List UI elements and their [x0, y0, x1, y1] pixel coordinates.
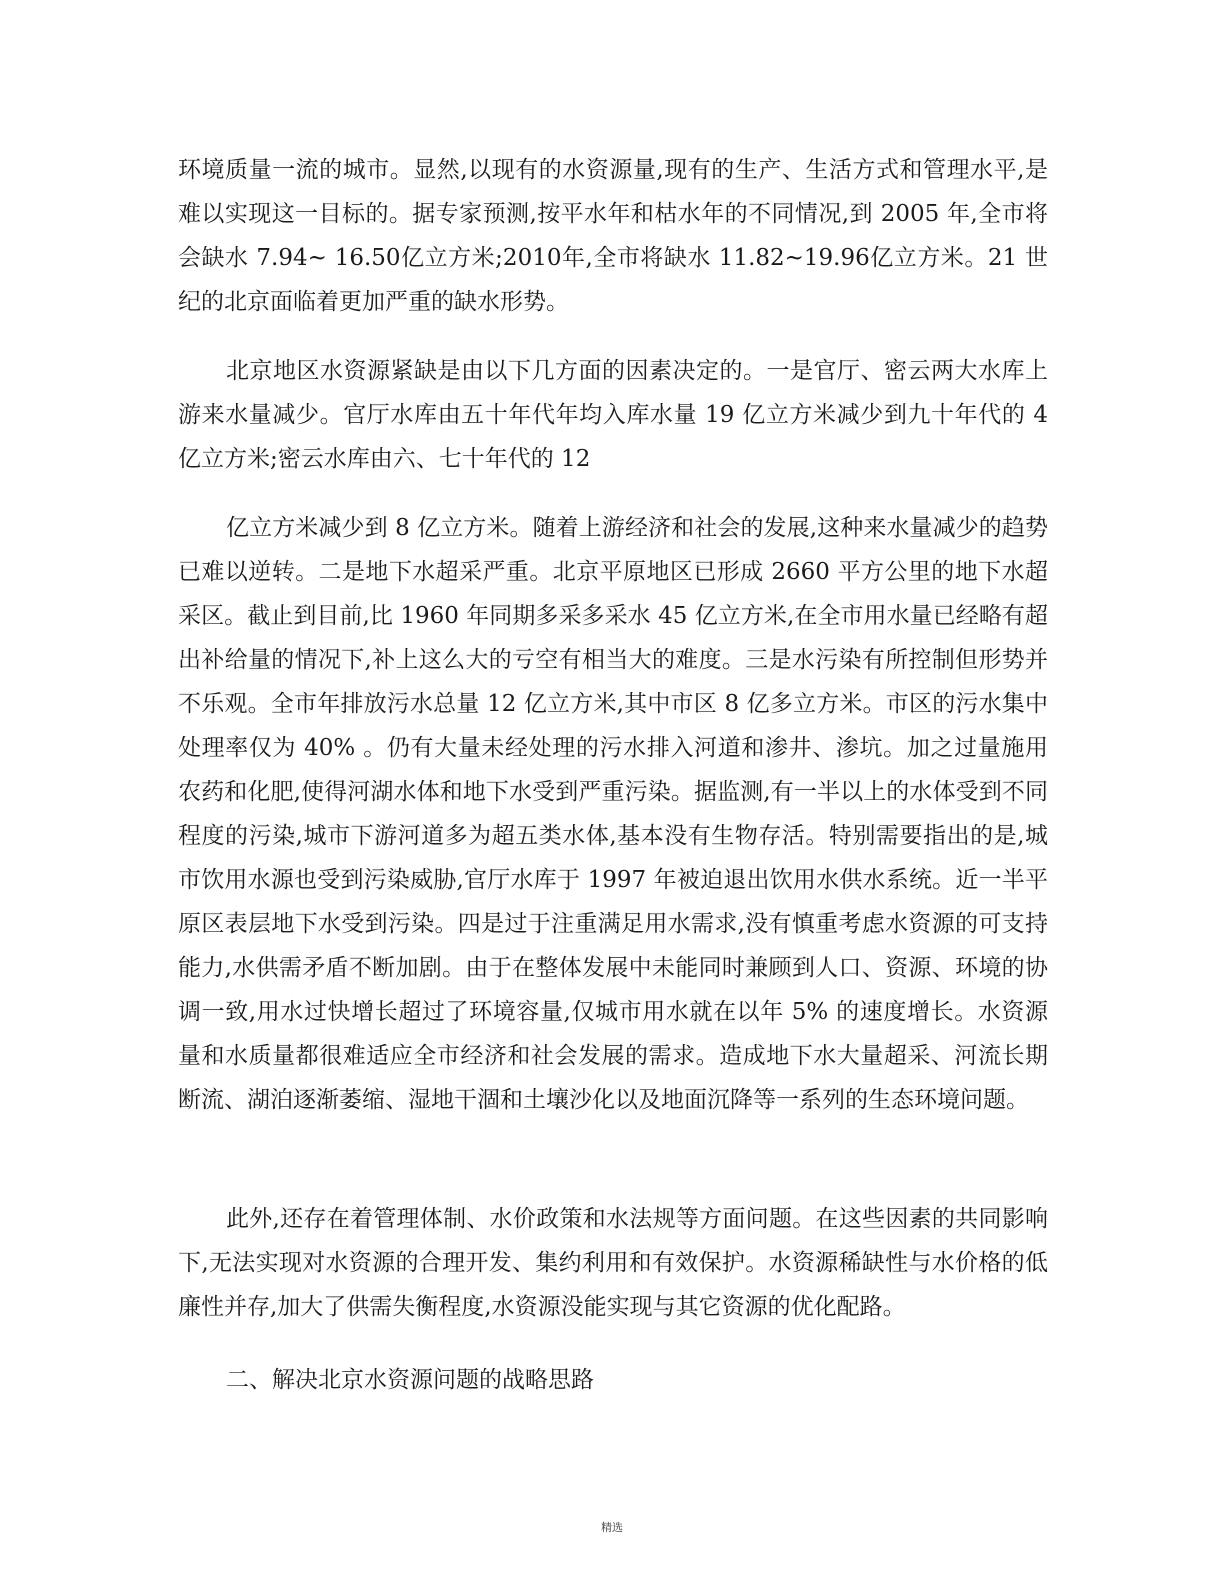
paragraph-3: 亿立方米减少到 8 亿立方米。随着上游经济和社会的发展,这种来水量减少的趋势已难以逆转。二是地下水超采严重。北京平原地区已形成 2660 平方公里的地下水超采区。截止到目前,比 1960 年同期多采多采水 45 亿立方米,在全市用水量已经略有超出补给量的情况下,补上这么大的亏空有相当大的难度。三是水污染有所控制但形势并不乐观。全市年排放污水总量 12 亿立方米,其中市区 8 亿多立方米。市区的污水集中处理率仅为 40% 。仍有大量未经处理的污水排入河道和渗井、渗坑。加之过量施用农药和化肥,使得河湖水体和地下水受到严重污染。据监测,有一半以上的水体受到不同程度的污染,城市下游河道多为超五类水体,基本没有生物存活。特别需要指出的是,城市饮用水源也受到污染威胁,官厅水库于 1997 年被迫退出饮用水供水系统。近一半平原区表层地下水受到污染。四是过于注重满足用水需求,没有慎重考虑水资源的可支持能力,水供需矛盾不断加剧。由于在整体发展中未能同时兼顾到人口、资源、环境的协调一致,用水过快增长超过了环境容量,仅城市用水就在以年 5% 的速度增长。水资源量和水质量都很难适应全市经济和社会发展的需求。造成地下水大量超采、河流长期断流、湖泊逐渐萎缩、湿地干涸和土壤沙化以及地面沉降等一系列的生态环境问题。	[178, 515, 1048, 1113]
paragraph-4: 此外,还存在着管理体制、水价政策和水法规等方面问题。在这些因素的共同影响下,无法实现对水资源的合理开发、集约利用和有效保护。水资源稀缺性与水价格的低廉性并存,加大了供需失衡程度,水资源没能实现与其它资源的优化配路。	[178, 1206, 1048, 1320]
section-heading: 二、解决北京水资源问题的战略思路	[226, 1367, 594, 1393]
page-footer: 精选	[601, 1521, 623, 1534]
paragraph-2: 北京地区水资源紧缺是由以下几方面的因素决定的。一是官厅、密云两大水库上游来水量减少。官厅水库由五十年代年均入库水量 19 亿立方米减少到九十年代的 4 亿立方米;密云水库由六、七十年代的 12	[178, 358, 1048, 472]
paragraph-1: 环境质量一流的城市。显然,以现有的水资源量,现有的生产、生活方式和管理水平,是难以实现这一目标的。据专家预测,按平水年和枯水年的不同情况,到 2005 年,全市将会缺水 7.94~ 16.50亿立方米;2010年,全市将缺水 11.82~19.96亿立方米。21 世纪的北京面临着更加严重的缺水形势。	[178, 157, 1048, 315]
